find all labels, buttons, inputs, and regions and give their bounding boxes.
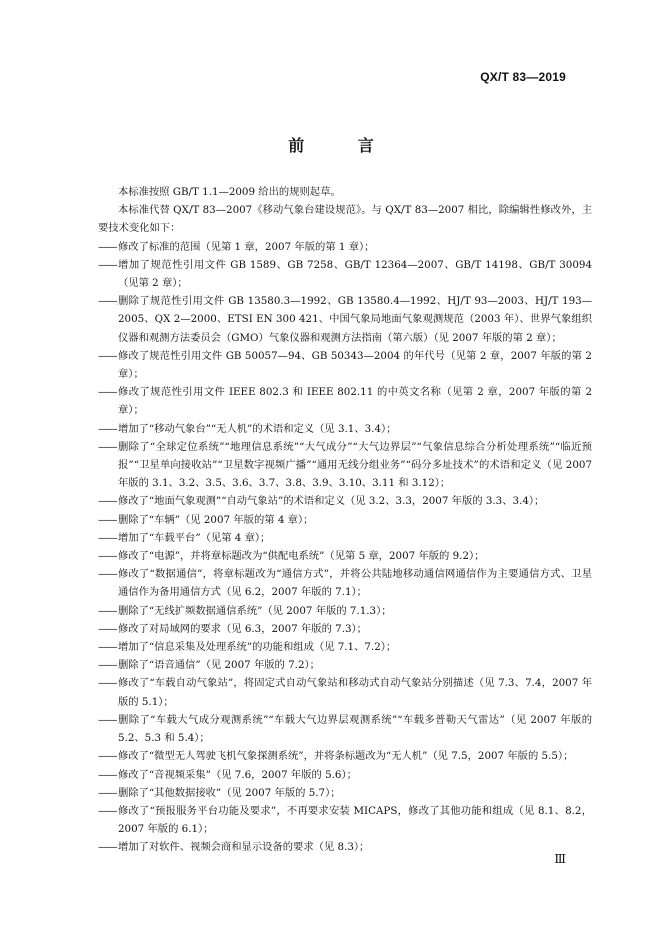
change-text: 删除了“语音通信”（见 2007 年版的 7.2）； xyxy=(118,659,320,672)
change-item xyxy=(98,492,592,510)
bullet-dash: —— xyxy=(98,568,117,581)
bullet-dash: —— xyxy=(98,349,117,362)
change-item xyxy=(98,602,592,620)
change-item xyxy=(98,565,592,601)
bullet-dash: —— xyxy=(98,786,117,799)
change-text: 修改了“微型无人驾驶飞机气象探测系统”，并将条标题改为“无人机”（见 7.5，2007 年版的 5.5）； xyxy=(118,750,574,763)
change-item xyxy=(98,747,592,765)
change-text: 修改了“预报服务平台功能及要求”，不再要求安装 MICAPS，修改了其他功能和组成（见 8.1、8.2，2007 年版的 6.1）； xyxy=(118,804,592,836)
page-title: 前 言 xyxy=(288,136,398,155)
change-item xyxy=(98,620,592,638)
bullet-dash: —— xyxy=(98,750,117,763)
change-item xyxy=(98,511,592,529)
change-text: 删除了“车载大气成分观测系统”“车载大气边界层观测系统”“车载多普勒天气雷达”（见 2007 年版的 5.2、5.3 和 5.4）； xyxy=(118,713,592,745)
change-item xyxy=(98,256,592,292)
change-item xyxy=(98,347,592,383)
change-item xyxy=(98,802,592,838)
change-text: 增加了“信息采集及处理系统”的功能和组成（见 7.1、7.2）； xyxy=(118,641,397,654)
change-item xyxy=(98,383,592,419)
change-text: 修改了规范性引用文件 IEEE 802.3 和 IEEE 802.11 的中英文名称（见第 2 章，2007 年版的第 2 章）； xyxy=(118,386,592,417)
change-text: 修改了“电源”，并将章标题改为“供配电系统”（见第 5 章，2007 年版的 9.2）； xyxy=(118,550,485,563)
bullet-dash: —— xyxy=(98,641,117,654)
change-text: 删除了“其他数据接收”（见 2007 年版的 5.7）； xyxy=(118,786,341,799)
bullet-dash: —— xyxy=(98,713,117,726)
change-text: 增加了规范性引用文件 GB 1589、GB 7258、GB/T 12364—2007、GB/T 14198、GB/T 30094（见第 2 章）； xyxy=(118,258,592,290)
bullet-dash: —— xyxy=(98,495,117,508)
standard-code: QX/T 83—2019 xyxy=(480,70,566,84)
change-text: 修改了“车载自动气象站”，将固定式自动气象站和移动式自动气象站分别描述（见 7.3、7.4，2007 年版的 5.1）； xyxy=(118,677,592,708)
change-text: 修改了对局域网的要求（见 6.3，2007 年版的 7.3）； xyxy=(118,622,367,635)
bullet-dash: —— xyxy=(98,386,117,399)
change-text: 增加了对软件、视频会商和显示设备的要求（见 8.3）； xyxy=(118,841,370,854)
change-item xyxy=(98,638,592,656)
change-text: 删除了规范性引用文件 GB 13580.3—1992、GB 13580.4—1992、HJ/T 93—2003、HJ/T 193—2005、QX 2—2000、ETSI EN 300 421、中国气象局地面气象观测规范（2003 年）、世界气象组织仪器和观测方法委员会（GMO）气象仪器和观测方法指南（第六版）（见 2007 年版的第 2 章）； xyxy=(118,295,592,344)
change-text: 增加了“车载平台”（见第 4 章）； xyxy=(118,531,271,544)
bullet-dash: —— xyxy=(98,768,117,781)
change-text: 修改了“数据通信”，将章标题改为“通信方式”，并将公共陆地移动通信网通信作为主要通信方式、卫星通信作为备用通信方式（见 6.2，2007 年版的 7.1）； xyxy=(118,568,592,599)
intro-paragraph: 本标准代替 QX/T 83—2007《移动气象台建设规范》。与 QX/T 83—2007 相比，除编辑性修改外，主要技术变化如下： xyxy=(98,204,592,235)
change-item xyxy=(98,438,592,493)
change-item xyxy=(98,420,592,438)
change-item xyxy=(98,711,592,747)
change-item xyxy=(98,766,592,784)
change-text: 修改了规范性引用文件 GB 50057—94、GB 50343—2004 的年代号（见第 2 章，2007 年版的第 2 章）； xyxy=(118,349,592,381)
bullet-dash: —— xyxy=(98,677,117,690)
change-text: 增加了“移动气象台”“无人机”的术语和定义（见 3.1、3.4）； xyxy=(118,422,397,435)
change-list xyxy=(98,238,592,857)
change-text: 删除了“无线扩频数据通信系统”（见 2007 年版的 7.1.3）； xyxy=(118,604,392,617)
change-item xyxy=(98,292,592,347)
change-item xyxy=(98,674,592,710)
change-text: 删除了“全球定位系统”“地理信息系统”“大气成分”“大气边界层”“气象信息综合分析处理系统”“临近预报”“卫星单向接收站”“卫星数字视频广播”“通用无线分组业务”“码分多址技术”的术语和定义（见 2007 年版的 3.1、3.2、3.5、3.6、3.7、3.8、3.9、3.10、3.11 和 3.12）； xyxy=(118,440,592,490)
change-item xyxy=(98,838,592,856)
change-text: 修改了“音视频采集”（见 7.6，2007 年版的 5.6）； xyxy=(118,768,357,781)
bullet-dash: —— xyxy=(98,513,117,526)
change-text: 删除了“车辆”（见 2007 年版的第 4 章）； xyxy=(118,513,314,526)
bullet-dash: —— xyxy=(98,841,117,854)
bullet-dash: —— xyxy=(98,295,117,308)
bullet-dash: —— xyxy=(98,622,117,635)
page-number: Ⅲ xyxy=(554,852,566,866)
bullet-dash: —— xyxy=(98,440,117,453)
change-text: 修改了标准的范围（见第 1 章，2007 年版的第 1 章）； xyxy=(118,240,375,253)
document-body xyxy=(98,183,592,857)
bullet-dash: —— xyxy=(98,804,117,817)
bullet-dash: —— xyxy=(98,240,117,253)
change-item xyxy=(98,547,592,565)
bullet-dash: —— xyxy=(98,659,117,672)
intro-paragraph: 本标准按照 GB/T 1.1—2009 给出的规则起草。 xyxy=(118,186,341,198)
change-text: 修改了“地面气象观测”“自动气象站”的术语和定义（见 3.2、3.3，2007 年版的 3.3、3.4）； xyxy=(118,495,545,508)
bullet-dash: —— xyxy=(98,258,117,271)
change-item xyxy=(98,656,592,674)
change-item xyxy=(98,784,592,802)
change-item xyxy=(98,238,592,256)
bullet-dash: —— xyxy=(98,604,117,617)
bullet-dash: —— xyxy=(98,550,117,563)
bullet-dash: —— xyxy=(98,422,117,435)
bullet-dash: —— xyxy=(98,531,117,544)
change-item xyxy=(98,529,592,547)
